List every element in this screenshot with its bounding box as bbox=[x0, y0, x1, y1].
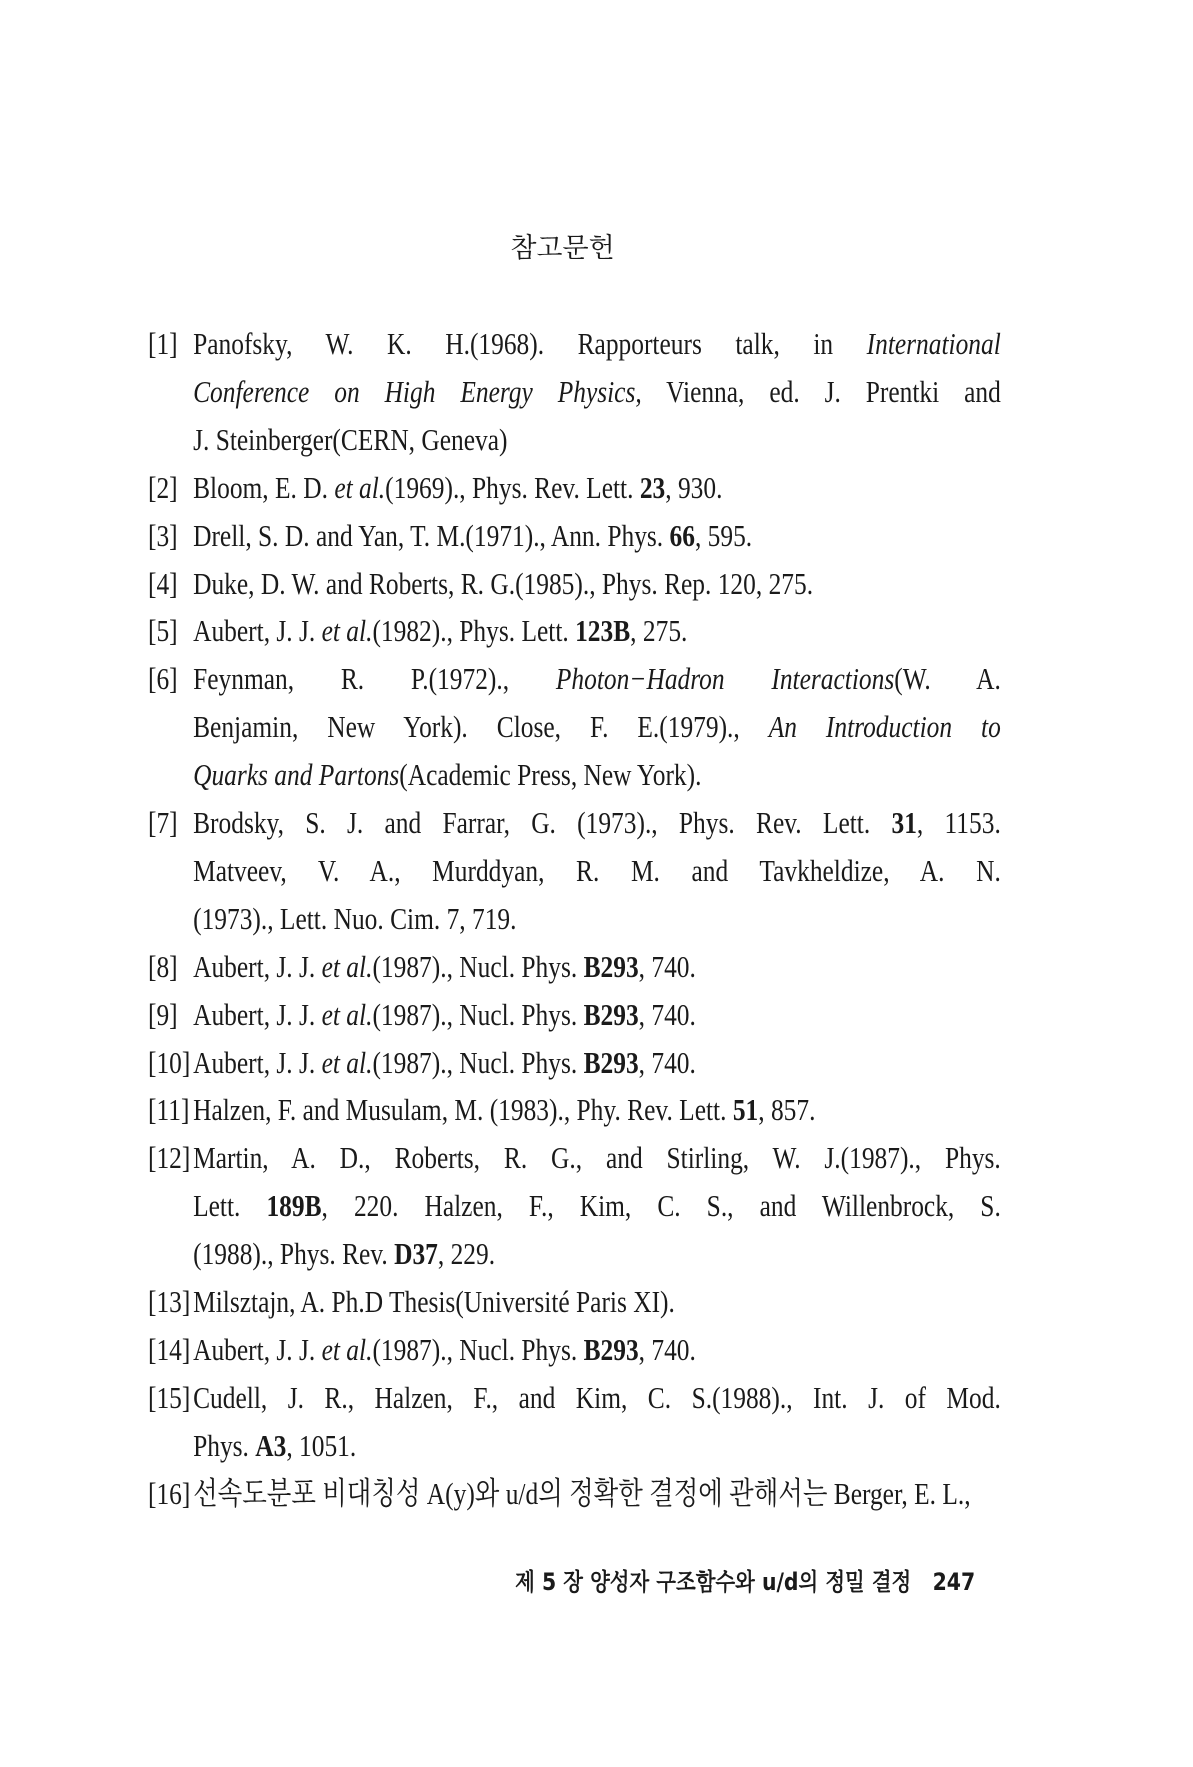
reference-text: (1987)., Nucl. Phys. bbox=[372, 996, 584, 1032]
reference-text: (1987)., Nucl. Phys. bbox=[372, 948, 584, 984]
reference-text: A3 bbox=[255, 1427, 287, 1463]
reference-text: et al. bbox=[334, 469, 386, 505]
reference-item bbox=[148, 512, 1005, 560]
reference-text: 66 bbox=[669, 517, 695, 553]
page-title: 참고문헌 bbox=[510, 233, 615, 264]
running-footer bbox=[515, 1562, 975, 1597]
reference-text: Aubert, J. J. bbox=[193, 996, 322, 1032]
reference-number: [3] bbox=[148, 517, 178, 553]
reference-text: An Introduction to bbox=[768, 709, 1001, 745]
reference-text: Bloom, E. D. bbox=[193, 469, 335, 505]
reference-text: Lett. bbox=[193, 1188, 267, 1224]
reference-item bbox=[148, 655, 1005, 799]
reference-text: (1982)., Phys. Lett. bbox=[372, 613, 576, 649]
reference-line bbox=[193, 560, 1001, 608]
reference-text: Drell, S. D. and Yan, T. M.(1971)., Ann. Phys. bbox=[193, 517, 670, 553]
reference-line bbox=[193, 655, 1001, 703]
reference-item bbox=[148, 1326, 1005, 1374]
reference-number: [5] bbox=[148, 613, 178, 649]
reference-text: (1969)., Phys. Rev. Lett. bbox=[385, 469, 640, 505]
reference-text: , 220. Halzen, F., Kim, C. S., and Willenbrock, S. bbox=[321, 1188, 1001, 1224]
reference-line bbox=[193, 416, 1001, 464]
reference-text: , 740. bbox=[638, 1331, 696, 1367]
reference-text: J. Steinberger(CERN, Geneva) bbox=[193, 421, 508, 457]
reference-number: [14] bbox=[148, 1331, 191, 1367]
reference-line bbox=[193, 368, 1001, 416]
reference-text: 31 bbox=[891, 805, 917, 840]
reference-line bbox=[193, 1326, 1001, 1374]
reference-text: Vienna, ed. J. Prentki and bbox=[641, 373, 1001, 409]
reference-text: (1987)., Nucl. Phys. bbox=[372, 1331, 584, 1367]
reference-number: [8] bbox=[148, 948, 178, 984]
reference-item bbox=[148, 464, 1005, 512]
reference-text: , 857. bbox=[758, 1092, 816, 1128]
reference-item bbox=[148, 1039, 1005, 1087]
reference-text: Duke, D. W. and Roberts, R. G.(1985)., Phys. Rep. 120, 275. bbox=[193, 565, 814, 601]
reference-text: D37 bbox=[394, 1236, 438, 1272]
reference-text: Feynman, R. P.(1972)., bbox=[193, 661, 556, 697]
reference-line bbox=[193, 1086, 1001, 1134]
reference-text: Matveev, V. A., Murddyan, R. M. and Tavkheldize, A. N. bbox=[193, 852, 1001, 888]
reference-line bbox=[193, 1230, 1001, 1278]
reference-line bbox=[193, 1182, 1001, 1230]
reference-text: (1988)., Phys. Rev. bbox=[193, 1236, 395, 1272]
reference-text: 23 bbox=[639, 469, 666, 505]
reference-text: , 740. bbox=[638, 948, 696, 984]
reference-text: et al. bbox=[321, 1331, 373, 1367]
reference-text: Aubert, J. J. bbox=[193, 613, 322, 649]
reference-number: [16] bbox=[148, 1475, 191, 1511]
reference-text: Phys. bbox=[193, 1427, 256, 1463]
reference-item bbox=[148, 799, 1005, 943]
reference-text: B293 bbox=[583, 948, 639, 984]
reference-item bbox=[148, 991, 1005, 1039]
reference-number: [12] bbox=[148, 1140, 191, 1176]
reference-text: 123B bbox=[575, 613, 631, 649]
reference-item bbox=[148, 1134, 1005, 1278]
reference-line bbox=[193, 1039, 1001, 1087]
reference-text: (1973)., Lett. Nuo. Cim. 7, 719. bbox=[193, 900, 517, 936]
chapter-title: 제 5 장 양성자 구조함수와 u/d의 정밀 결정 bbox=[515, 1568, 912, 1596]
reference-text: , 229. bbox=[437, 1236, 496, 1272]
reference-text: Milsztajn, A. Ph.D Thesis(Université Paris XI). bbox=[193, 1284, 675, 1319]
reference-number: [1] bbox=[148, 326, 178, 361]
reference-line bbox=[193, 751, 1001, 799]
reference-item bbox=[148, 320, 1005, 464]
reference-number: [9] bbox=[148, 996, 178, 1032]
reference-line bbox=[193, 1470, 1001, 1518]
reference-item bbox=[148, 1278, 1005, 1326]
reference-text: Aubert, J. J. bbox=[193, 1044, 322, 1080]
reference-line bbox=[193, 943, 1001, 991]
reference-text: B293 bbox=[583, 1331, 639, 1367]
reference-list bbox=[148, 320, 1005, 1518]
reference-item bbox=[148, 560, 1005, 608]
reference-line bbox=[193, 320, 1001, 368]
reference-line bbox=[193, 512, 1001, 560]
page-number: 247 bbox=[932, 1568, 975, 1596]
reference-text: Benjamin, New York). Close, F. E.(1979)., bbox=[193, 709, 769, 745]
reference-number: [15] bbox=[148, 1379, 191, 1415]
reference-text: (1987)., Nucl. Phys. bbox=[372, 1044, 584, 1080]
reference-line bbox=[193, 1134, 1001, 1182]
reference-text: , 1051. bbox=[286, 1427, 357, 1463]
reference-text: Quarks and Partons bbox=[193, 757, 400, 793]
reference-line bbox=[193, 1374, 1001, 1422]
reference-text: , 740. bbox=[638, 1044, 696, 1080]
reference-text: B293 bbox=[583, 1044, 639, 1080]
reference-text: , 740. bbox=[638, 996, 696, 1032]
reference-text: Brodsky, S. J. and Farrar, G. (1973)., Phys. Rev. Lett. bbox=[193, 805, 892, 840]
reference-number: [2] bbox=[148, 469, 178, 505]
reference-text: Aubert, J. J. bbox=[193, 948, 322, 984]
reference-text: et al. bbox=[321, 613, 373, 649]
reference-line bbox=[193, 703, 1001, 751]
reference-text: (W. A. bbox=[894, 661, 1001, 697]
reference-line bbox=[193, 1422, 1001, 1470]
reference-text: B293 bbox=[583, 996, 639, 1032]
reference-text: 189B bbox=[266, 1188, 322, 1224]
reference-item bbox=[148, 607, 1005, 655]
reference-number: [4] bbox=[148, 565, 178, 601]
reference-number: [11] bbox=[148, 1092, 190, 1128]
reference-text: , 275. bbox=[630, 613, 688, 649]
reference-line bbox=[193, 1278, 1001, 1326]
reference-number: [6] bbox=[148, 661, 178, 697]
reference-number: [10] bbox=[148, 1044, 191, 1080]
reference-text: 선속도분포 비대칭성 A(y)와 u/d의 정확한 결정에 관해서는 Berger, E. L., bbox=[193, 1475, 971, 1511]
reference-line bbox=[193, 895, 1001, 943]
reference-line bbox=[193, 991, 1001, 1039]
reference-line bbox=[193, 847, 1001, 895]
reference-item bbox=[148, 1086, 1005, 1134]
reference-line bbox=[193, 607, 1001, 655]
reference-text: (Academic Press, New York). bbox=[399, 757, 702, 793]
reference-text: et al. bbox=[321, 948, 373, 984]
reference-text: Halzen, F. and Musulam, M. (1983)., Phy. Rev. Lett. bbox=[193, 1092, 733, 1128]
reference-number: [7] bbox=[148, 805, 178, 840]
reference-text: Photon−Hadron Interactions bbox=[555, 661, 895, 697]
reference-number: [13] bbox=[148, 1284, 191, 1319]
reference-text: Panofsky, W. K. H.(1968). Rapporteurs talk, in bbox=[193, 326, 867, 361]
reference-text: , 595. bbox=[694, 517, 753, 553]
reference-text: , 930. bbox=[665, 469, 723, 505]
reference-item bbox=[148, 943, 1005, 991]
reference-text: International bbox=[866, 326, 1001, 361]
reference-item bbox=[148, 1374, 1005, 1470]
reference-text: , 1153. bbox=[916, 805, 1001, 840]
reference-text: et al. bbox=[321, 996, 373, 1032]
reference-text: Aubert, J. J. bbox=[193, 1331, 322, 1367]
reference-text: Conference on High Energy Physics, bbox=[193, 373, 642, 409]
reference-text: et al. bbox=[321, 1044, 373, 1080]
reference-item bbox=[148, 1470, 1005, 1518]
reference-text: Martin, A. D., Roberts, R. G., and Stirling, W. J.(1987)., Phys. bbox=[193, 1140, 1001, 1176]
reference-line bbox=[193, 464, 1001, 512]
reference-text: 51 bbox=[732, 1092, 759, 1128]
reference-line bbox=[193, 799, 1001, 847]
reference-text: Cudell, J. R., Halzen, F., and Kim, C. S.(1988)., Int. J. of Mod. bbox=[193, 1379, 1001, 1415]
